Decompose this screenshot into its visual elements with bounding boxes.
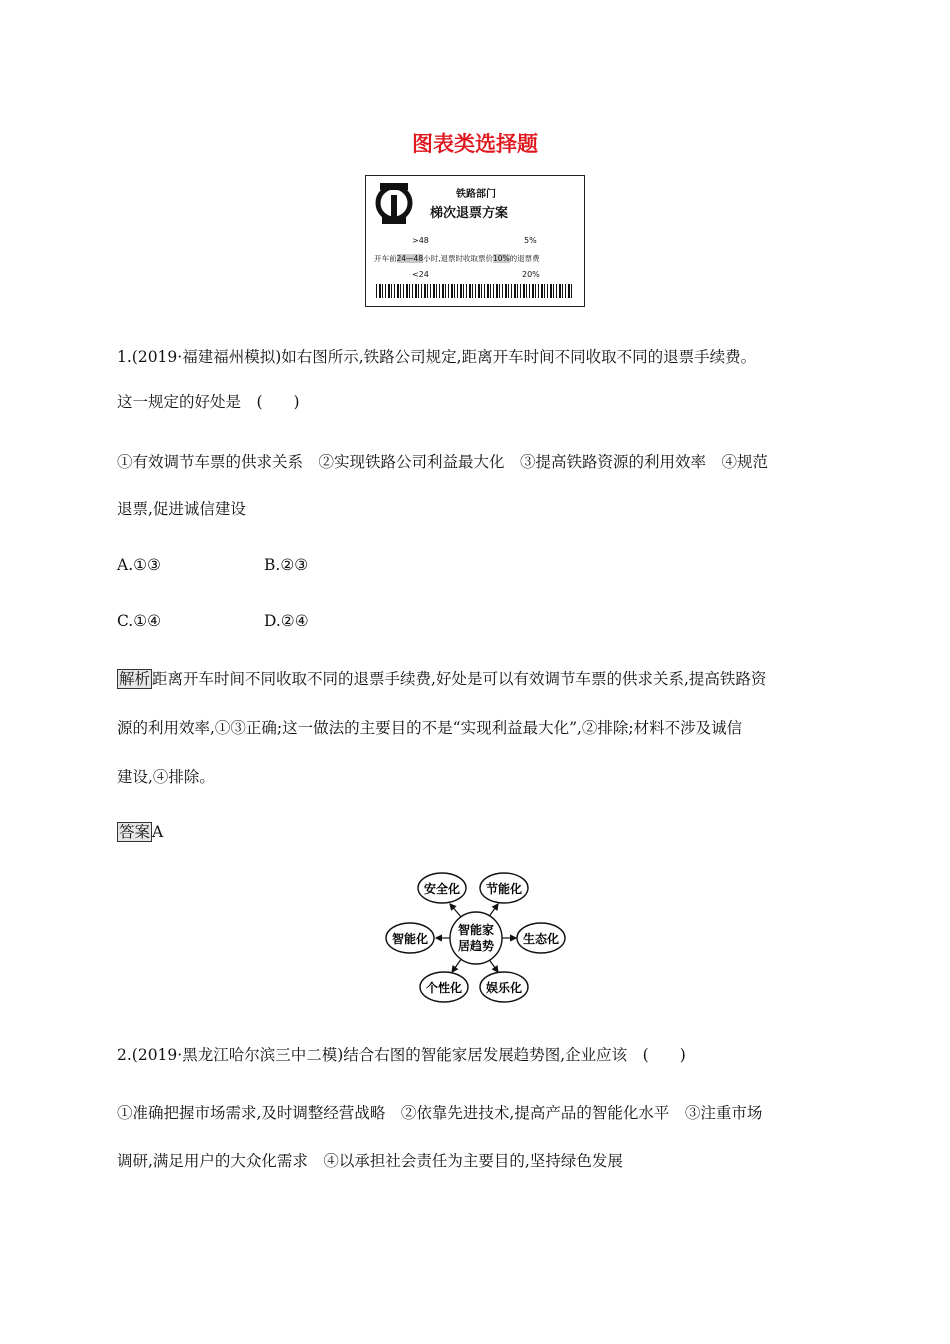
q1-answer-line [117,820,163,842]
q2-stem: 2.(2019·黑龙江哈尔滨三中二模)结合右图的智能家居发展趋势图,企业应该 ( ) [117,1046,686,1064]
q1-analysis-line2: 源的利用效率,①③正确;这一做法的主要目的不是“实现利益最大化”,②排除;材料不涉及诚信 [117,719,743,737]
q1-analysis-line3: 建设,④排除。 [117,768,215,786]
ticket-middle-range: 24—48 [396,254,424,263]
analysis-tag: 解析 [119,670,151,688]
q2-options-line2: 调研,满足用户的大众化需求 ④以承担社会责任为主要目的,坚持绿色发展 [117,1152,623,1170]
smart-home-trend-diagram [380,866,570,1006]
node-left-label: 智能化 [391,932,429,946]
answer-value: A [152,823,164,841]
center-label-2: 居趋势 [457,939,495,953]
page-title: 图表类选择题 [412,132,538,156]
ticket-dept: 铁路部门 [456,189,496,200]
analysis-text-1: 距离开车时间不同收取不同的退票手续费,好处是可以有效调节车票的供求关系,提高铁路资 [152,670,767,688]
q1-options-line1: ①有效调节车票的供求关系 ②实现铁路公司利益最大化 ③提高铁路资源的利用效率 ④规范 [117,453,769,471]
node-top-left [418,873,466,903]
q1-options-line2: 退票,促进诚信建设 [117,500,246,518]
node-bottom-left [420,972,468,1002]
q1-stem-line1: 1.(2019·福建福州模拟)如右图所示,铁路公司规定,距离开车时间不同收取不同的退票手续费。 [117,348,757,366]
q1-choice-a: A.①③ [117,556,161,574]
q1-choice-d: D.②④ [264,612,309,630]
ticket-row1-left: >48 [412,236,429,245]
ticket-middle-post: 的退票费 [509,254,540,263]
q1-analysis-line1 [117,667,766,689]
q1-choice-c: C.①④ [117,612,162,630]
center-label-1: 智能家 [457,923,495,937]
node-right [517,923,565,953]
ticket-middle-mid: 小时,退票时收取票价 [423,254,493,263]
answer-tag: 答案 [119,823,151,841]
ticket-heading: 梯次退票方案 [430,206,509,221]
ticket-middle-pct: 10% [492,254,510,263]
railway-logo-icon [374,183,414,227]
node-top-left-label: 安全化 [423,882,461,896]
node-left [386,923,434,953]
q2-options-line1: ①准确把握市场需求,及时调整经营战略 ②依靠先进技术,提高产品的智能化水平 ③注重市场 [117,1104,763,1122]
node-bottom-left-label: 个性化 [425,981,463,995]
ticket-row3-right: 20% [522,270,540,279]
node-bottom-right [480,972,528,1002]
refund-ticket-image [365,175,585,307]
barcode-icon [376,284,572,298]
node-bottom-right-label: 娱乐化 [485,981,523,995]
ticket-middle-line [374,253,540,264]
node-top-right-label: 节能化 [485,882,523,896]
ticket-row3-left: <24 [412,270,429,279]
q1-stem-line2: 这一规定的好处是 ( ) [117,393,300,411]
ticket-row1-right: 5% [524,236,537,245]
q1-choice-b: B.②③ [264,556,309,574]
ticket-middle-pre: 开车前 [374,254,397,263]
node-right-label: 生态化 [522,932,560,946]
diagram-center-node [450,912,502,964]
node-top-right [480,873,528,903]
